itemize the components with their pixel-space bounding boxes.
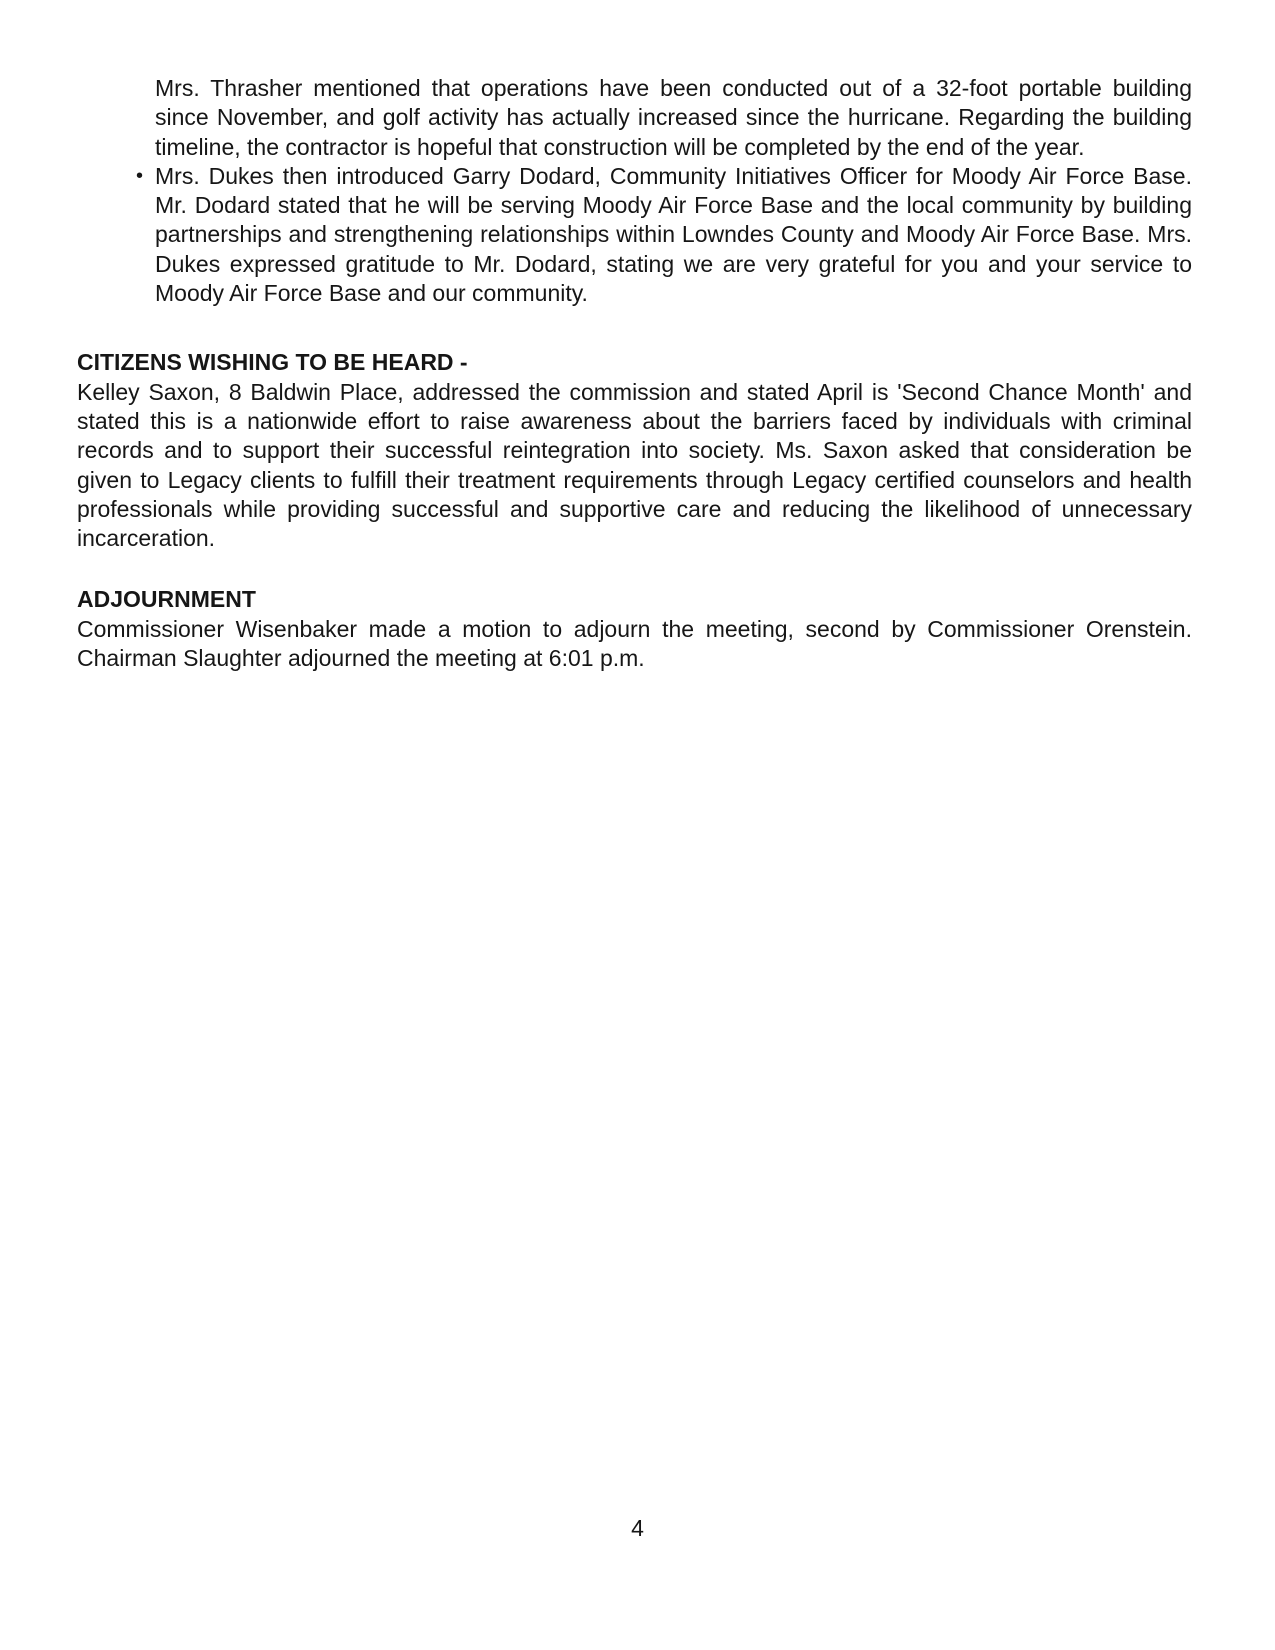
list-item-text: Mrs. Dukes then introduced Garry Dodard, Community Initiatives Officer for Moody Air Force Base. Mr. Dodard stated that he will be serving Moody Air Force Base and the local community by building partnerships and strengthening relationships within Lowndes County and Moody Air Force Base. Mrs. Dukes expressed gratitude to Mr. Dodard, stating we are very grateful for you and your service to Moody Air Force Base and our community. bbox=[155, 162, 1192, 307]
section-heading-citizens-wishing-to-be-heard: CITIZENS WISHING TO BE HEARD - bbox=[77, 349, 468, 376]
document-content bbox=[77, 74, 1192, 673]
list-continuation-paragraph: Mrs. Thrasher mentioned that operations have been conducted out of a 32-foot portable building since November, and golf activity has actually increased since the hurricane. Regarding the building timeline, the contractor is hopeful that construction will be completed by the end of the year. bbox=[155, 75, 1192, 160]
section-heading-adjournment: ADJOURNMENT bbox=[77, 586, 256, 613]
bullet-list bbox=[136, 74, 1192, 308]
section-body-adjournment: Commissioner Wisenbaker made a motion to adjourn the meeting, second by Commissioner Orenstein. Chairman Slaughter adjourned the meeting at 6:01 p.m. bbox=[77, 615, 1192, 672]
list-item bbox=[136, 162, 1192, 308]
bullet-icon: • bbox=[136, 164, 144, 187]
section-body-citizens-wishing-to-be-heard: Kelley Saxon, 8 Baldwin Place, addressed the commission and stated April is 'Second Chance Month' and stated this is a nationwide effort to raise awareness about the barriers faced by individuals with criminal records and to support their successful reintegration into society. Ms. Saxon asked that consideration be given to Legacy clients to fulfill their treatment requirements through Legacy certified counselors and health professionals while providing successful and supportive care and reducing the likelihood of unnecessary incarceration. bbox=[77, 378, 1192, 552]
page-footer bbox=[0, 1514, 1275, 1543]
page-number: 4 bbox=[631, 1515, 644, 1541]
